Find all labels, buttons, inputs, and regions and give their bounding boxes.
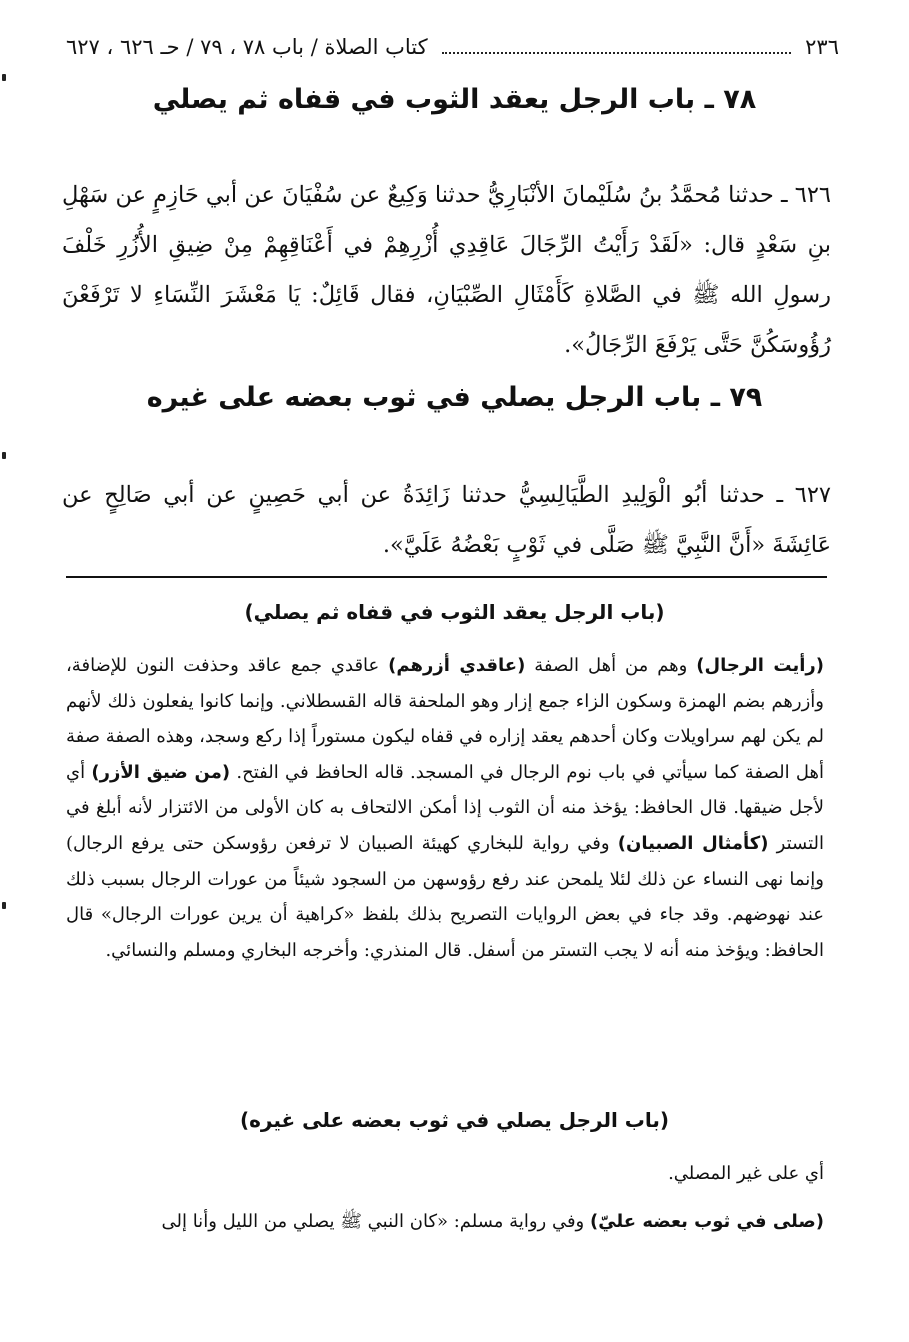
chapter-79-bab: باب [653, 382, 702, 413]
footnote-separator [66, 576, 827, 578]
chapter-78-heading [0, 84, 909, 115]
hadith-626-number: ٦٢٦ ـ [780, 182, 832, 208]
commentary-text: عاقدي جمع عاقد وحذفت النون للإضافة، وأزرهم بضم الهمزة وسكون الزاء جمع إزار وهو الملحفة قاله القسطلاني. وإنما كانوا يفعلون ذلك لأنهم لم يكن لهم سراويلات وكان أحدهم يعقد إزاره في قفاه ليكون مستوراً إذا ركع وسجد، وهذه الصفة صفة أهل الصفة كما سيأتي في باب نوم الرجال في المسجد. قاله الحافظ في الفتح. [66, 655, 825, 783]
hadith-627-text: حدثنا أبُو الْوَلِيدِ الطَّيَالِسِيُّ حدثنا زَائِدَةُ عن أبي حَصِينٍ عن أبي صَالِحٍ عن عَائِشَةَ «أَنَّ النَّبِيَّ ﷺ صَلَّى في ثَوْبٍ بَعْضُهُ عَلَيَّ». [62, 482, 831, 558]
commentary-term: (عاقدي أزرهم) [388, 655, 526, 676]
chapter-79-heading [0, 382, 909, 413]
margin-mark [2, 452, 6, 459]
running-header [66, 30, 839, 64]
commentary-title-79: (باب الرجل يصلي في ثوب بعضه على غيره) [239, 1108, 670, 1132]
chapter-78-title: الرجل يعقد الثوب في قفاه ثم يصلي [152, 84, 639, 115]
commentary-paragraph-3 [66, 1204, 824, 1240]
hadith-627 [62, 470, 831, 570]
commentary-text: وهم من أهل الصفة [525, 655, 697, 676]
commentary-term: (من ضيق الأزر) [91, 761, 231, 783]
commentary-paragraph-1 [66, 648, 824, 968]
margin-mark [2, 902, 6, 909]
header-dot-leader [442, 52, 792, 54]
commentary-title-78: (باب الرجل يعقد الثوب في قفاه ثم يصلي) [244, 600, 665, 624]
commentary-text: وفي رواية مسلم: «كان النبي ﷺ يصلي من الليل وأنا إلى [161, 1211, 590, 1232]
running-title: كتاب الصلاة / باب ٧٨ ، ٧٩ / حـ ٦٢٦ ، ٦٢٧ [66, 35, 428, 59]
commentary-term: (رأيت الرجال) [696, 655, 824, 676]
hadith-627-number: ٦٢٧ ـ [776, 482, 831, 508]
page-number: ٢٣٦ [805, 35, 839, 59]
chapter-78-number: ٧٨ ـ [704, 84, 757, 115]
chapter-79-number: ٧٩ ـ [710, 382, 763, 413]
chapter-79-title: الرجل يصلي في ثوب بعضه على غيره [146, 382, 645, 413]
chapter-78-bab: باب [647, 84, 696, 115]
commentary-paragraph-2 [66, 1156, 824, 1192]
margin-mark [2, 74, 6, 81]
commentary-term: (كأمثال الصبيان) [617, 832, 769, 854]
commentary-text: أي على غير المصلي. [668, 1163, 824, 1184]
commentary-term: (صلى في ثوب بعضه عليّ) [589, 1211, 824, 1232]
hadith-626-text: حدثنا مُحمَّدُ بنُ سُلَيْمانَ الأنْبَارِيُّ حدثنا وَكِيعٌ عن سُفْيَانَ عن أبي حَازِمٍ عن سَهْلِ بنِ سَعْدٍ قال: «لَقَدْ رَأَيْتُ الرِّجَالَ عَاقِدِي أُزْرِهِمْ في أَعْنَاقِهِمْ مِنْ ضِيقِ الأُزُرِ خَلْفَ رسولِ الله ﷺ في الصَّلاةِ كَأَمْثَالِ الصِّبْيَانِ، فقال قَائِلٌ: يَا مَعْشَرَ النِّسَاءِ لا تَرْفَعْنَ رُؤُوسَكُنَّ حَتَّى يَرْفَعَ الرِّجَالُ». [62, 182, 831, 358]
commentary-text: وفي رواية للبخاري كهيئة الصبيان لا ترفعن رؤوسكن حتى يرفع الرجال) وإنما نهى النساء عن ذلك لئلا يلمحن عند رفع رؤوسهن من السجود شيئاً من عورات الرجال بسبب ذلك عند نهوضهم. وقد جاء في بعض الروايات التصريح بذلك بلفظ «كراهية أن يرين عورات الرجال» قال الحافظ: ويؤخذ منه أنه لا يجب التستر من أسفل. قال المنذري: وأخرجه البخاري ومسلم والنسائي. [66, 832, 824, 961]
hadith-626 [62, 170, 831, 370]
commentary-text: أي لأجل ضيقها. قال الحافظ: يؤخذ منه أن الثوب إذا أمكن الالتحاف به كان الأولى من الائتزار لأنه أبلغ في التستر [66, 761, 824, 854]
